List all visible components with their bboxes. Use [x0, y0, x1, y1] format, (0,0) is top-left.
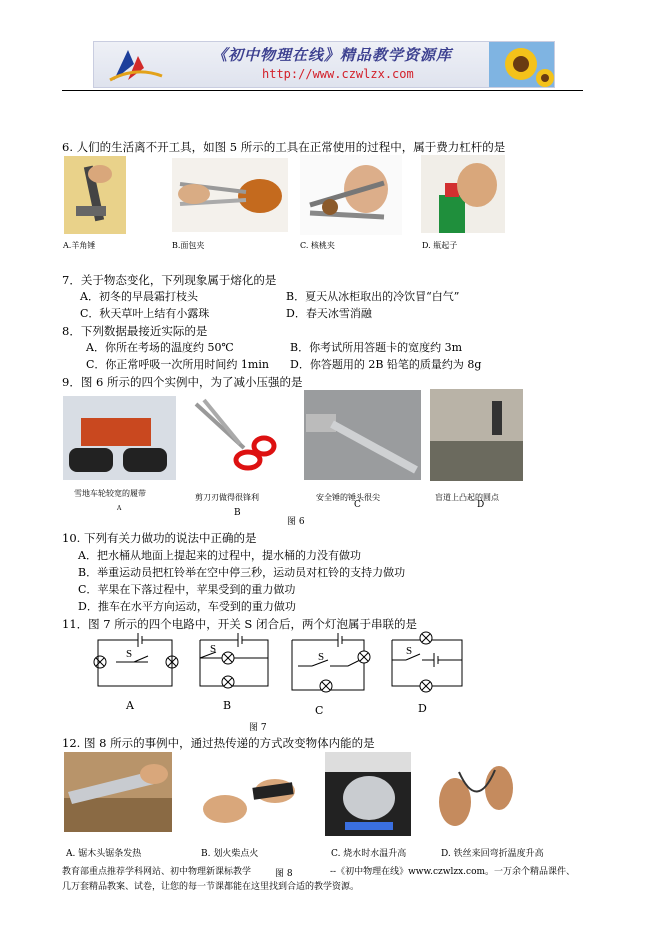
q12-caption-b: B. 划火柴点火	[201, 849, 259, 859]
q10-option-c: C．苹果在下落过程中，苹果受到的重力做功	[78, 583, 296, 596]
q8-option-c: C．你正常呼吸一次所用时间约 1min	[86, 358, 269, 371]
q9-caption-a: 雪地车轮较宽的履带	[74, 489, 146, 498]
q12-caption-c: C. 烧水时水温升高	[331, 849, 407, 859]
q11-letter-b: B	[223, 699, 232, 712]
footer-figure8: 图 8	[275, 869, 293, 879]
q9-caption-c: 安全锤的锤头很尖	[316, 493, 380, 502]
q7-option-a: A．初冬的早晨霜打枝头	[80, 290, 198, 303]
q9-letter-b: B	[234, 508, 241, 518]
q8-stem: 8．下列数据最接近实际的是	[62, 324, 208, 338]
q10-option-b: B．举重运动员把杠铃举在空中停三秒，运动员对杠铃的支持力做功	[78, 566, 406, 579]
q6-image-nutcracker	[300, 155, 402, 235]
q11-figure-label: 图 7	[249, 723, 267, 733]
circuit-d	[392, 632, 462, 692]
sunflower-image	[489, 42, 554, 87]
q12-image-kettle	[325, 752, 411, 836]
circuit-d-switch-label: S	[406, 645, 413, 657]
q9-image-snowmobile	[63, 396, 176, 480]
q12-image-wire-bending	[429, 752, 519, 834]
circuit-c-switch-label: S	[318, 651, 325, 663]
q9-figure-label: 图 6	[287, 517, 305, 527]
q8-option-b: B．你考试所用答题卡的宽度约 3m	[290, 341, 463, 354]
circuit-c	[292, 633, 370, 692]
circuit-b	[200, 633, 268, 688]
circuit-a-switch-label: S	[126, 648, 133, 660]
footer-line2: 几万套精品教案、试卷，让您的每一节课都能在这里找到合适的教学资源。	[62, 882, 360, 892]
q9-caption-b: 剪刀刃做得很锋利	[195, 493, 259, 502]
q10-stem: 10. 下列有关力做功的说法中正确的是	[62, 531, 257, 545]
q11-letter-a: A	[126, 699, 134, 712]
q11-circuits	[88, 630, 468, 718]
header-rule	[62, 90, 583, 91]
q11-letter-d: D	[418, 702, 427, 715]
q11-letter-c: C	[315, 704, 324, 717]
q6-image-hammer	[64, 156, 126, 234]
q12-image-saw	[64, 752, 172, 832]
banner-url[interactable]: http://www.czwlzx.com	[262, 67, 414, 81]
q9-image-tactile-paving	[430, 389, 523, 481]
q6-caption-b: B.面包夹	[172, 241, 205, 250]
site-logo	[106, 46, 166, 84]
q10-option-a: A．把水桶从地面上提起来的过程中，提水桶的力没有做功	[78, 549, 361, 562]
footer-line1a: 教育部重点推荐学科网站、初中物理新课标教学	[62, 867, 252, 877]
q6-image-bottle-opener	[421, 155, 505, 233]
q8-option-a: A．你所在考场的温度约 50℃	[86, 341, 234, 354]
q6-caption-a: A.羊角锤	[63, 241, 96, 250]
q7-option-b: B．夏天从冰柜取出的冷饮冒“白气”	[286, 290, 460, 303]
q12-stem: 12. 图 8 所示的事例中，通过热传递的方式改变物体内能的是	[62, 736, 375, 750]
q6-caption-d: D. 瓶起子	[422, 241, 458, 250]
q7-option-d: D．春天冰雪消融	[286, 307, 372, 320]
q6-image-tongs	[172, 158, 288, 232]
q9-image-safety-hammer	[304, 390, 421, 480]
q9-caption-d: 盲道上凸起的圆点	[435, 493, 499, 502]
circuit-b-switch-label: S	[210, 643, 217, 655]
q9-letter-a: A	[117, 505, 122, 512]
q9-image-scissors	[188, 396, 280, 480]
footer-line1b: --《初中物理在线》www.czwlzx.com。一万余个精品课件、	[330, 867, 576, 877]
q7-option-c: C．秋天草叶上结有小露珠	[80, 307, 210, 320]
q12-caption-a: A. 锯木头锯条发热	[66, 849, 142, 859]
header-banner	[93, 41, 555, 88]
q12-image-match	[195, 757, 303, 839]
q9-letter-c: C	[354, 500, 361, 510]
q6-caption-c: C. 核桃夹	[300, 241, 335, 250]
q7-stem: 7．关于物态变化，下列现象属于熔化的是	[62, 273, 277, 287]
q9-letter-d: D	[477, 500, 485, 510]
q10-option-d: D．推车在水平方向运动，车受到的重力做功	[78, 600, 296, 613]
circuit-a	[94, 633, 178, 686]
q12-caption-d: D. 铁丝来回弯折温度升高	[441, 849, 544, 859]
q6-stem: 6. 人们的生活离不开工具，如图 5 所示的工具在正常使用的过程中，属于费力杠杆的是	[62, 140, 506, 154]
q11-stem: 11．图 7 所示的四个电路中，开关 S 闭合后，两个灯泡属于串联的是	[62, 617, 417, 631]
q8-option-d: D．你答题用的 2B 铅笔的质量约为 8g	[290, 358, 482, 371]
q9-stem: 9．图 6 所示的四个实例中，为了减小压强的是	[62, 375, 303, 389]
banner-title: 《初中物理在线》精品教学资源库	[212, 46, 453, 64]
